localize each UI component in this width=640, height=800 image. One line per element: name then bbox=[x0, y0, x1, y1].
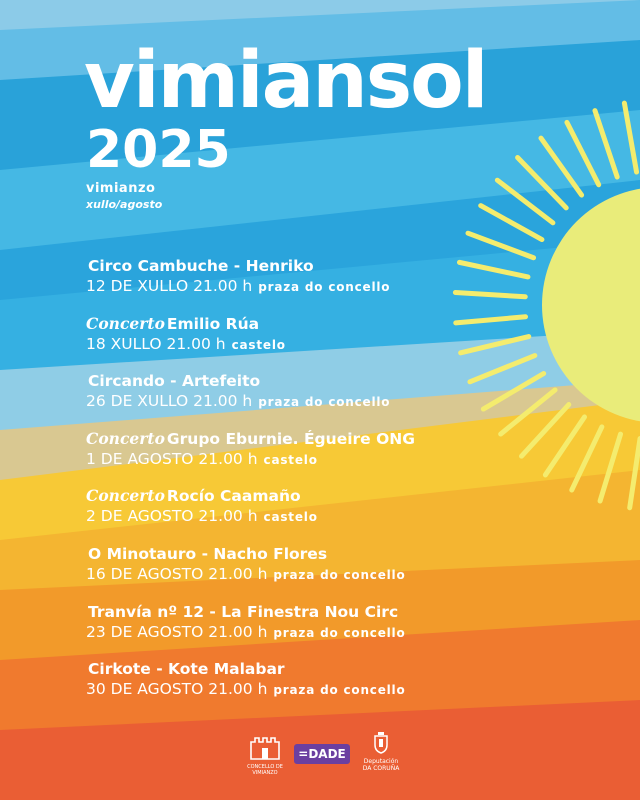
event-prefix: Concerto bbox=[86, 428, 165, 448]
festival-dates: xullo/agosto bbox=[86, 198, 163, 211]
event-venue: praza do concello bbox=[258, 395, 391, 410]
event-date: 1 DE AGOSTO 21.00 h bbox=[86, 449, 258, 468]
event-item bbox=[86, 256, 626, 314]
festival-place: vimianzo bbox=[86, 181, 156, 196]
event-prefix: Concerto bbox=[86, 313, 165, 333]
event-venue: castelo bbox=[263, 452, 318, 467]
events-list bbox=[86, 256, 626, 717]
deputacion-logo: Deputación DA CORUÑA bbox=[358, 732, 404, 772]
event-date: 16 DE AGOSTO 21.00 h bbox=[86, 564, 268, 583]
event-venue: praza do concello bbox=[273, 683, 406, 698]
concello-vimianzo-logo: CONCELLO DE VIMIANZO bbox=[244, 734, 286, 776]
event-date: 23 DE AGOSTO 21.00 h bbox=[86, 622, 268, 641]
event-title: Tranvía nº 12 - La Finestra Nou Circ bbox=[88, 602, 399, 621]
event-item bbox=[86, 429, 626, 487]
event-date: 2 DE AGOSTO 21.00 h bbox=[86, 507, 258, 526]
event-title: Grupo Eburnie. Égueire ONG bbox=[166, 429, 415, 448]
event-item bbox=[86, 486, 626, 544]
event-item bbox=[86, 659, 626, 717]
coat-of-arms-icon bbox=[372, 732, 390, 754]
event-date: 12 DE XULLO 21.00 h bbox=[86, 277, 253, 295]
event-title: Circando - Artefeito bbox=[88, 372, 261, 391]
event-date: 30 DE AGOSTO 21.00 h bbox=[86, 680, 268, 699]
event-item bbox=[86, 314, 626, 372]
event-date: 18 XULLO 21.00 h bbox=[86, 334, 226, 353]
event-venue: castelo bbox=[263, 510, 318, 525]
event-title: Rocío Caamaño bbox=[166, 487, 301, 506]
event-item bbox=[86, 602, 626, 660]
event-title: O Minotauro - Nacho Flores bbox=[88, 544, 328, 563]
sponsor-logos bbox=[244, 732, 404, 774]
event-date: 26 DE XULLO 21.00 h bbox=[86, 392, 253, 411]
event-venue: praza do concello bbox=[273, 567, 406, 582]
festival-title: vimiansol bbox=[84, 36, 487, 126]
event-item bbox=[86, 544, 626, 602]
event-prefix: Concerto bbox=[86, 486, 165, 506]
event-title: Circo Cambuche - Henriko bbox=[88, 257, 314, 275]
event-venue: castelo bbox=[231, 337, 286, 352]
event-title: Emilio Rúa bbox=[166, 314, 260, 333]
event-venue: praza do concello bbox=[273, 625, 406, 640]
event-venue: praza do concello bbox=[258, 280, 391, 294]
dade-logo: =DADE bbox=[294, 744, 350, 764]
festival-year: 2025 bbox=[86, 120, 231, 180]
event-item bbox=[86, 371, 626, 429]
event-title: Cirkote - Kote Malabar bbox=[88, 660, 285, 679]
castle-icon bbox=[248, 734, 282, 760]
